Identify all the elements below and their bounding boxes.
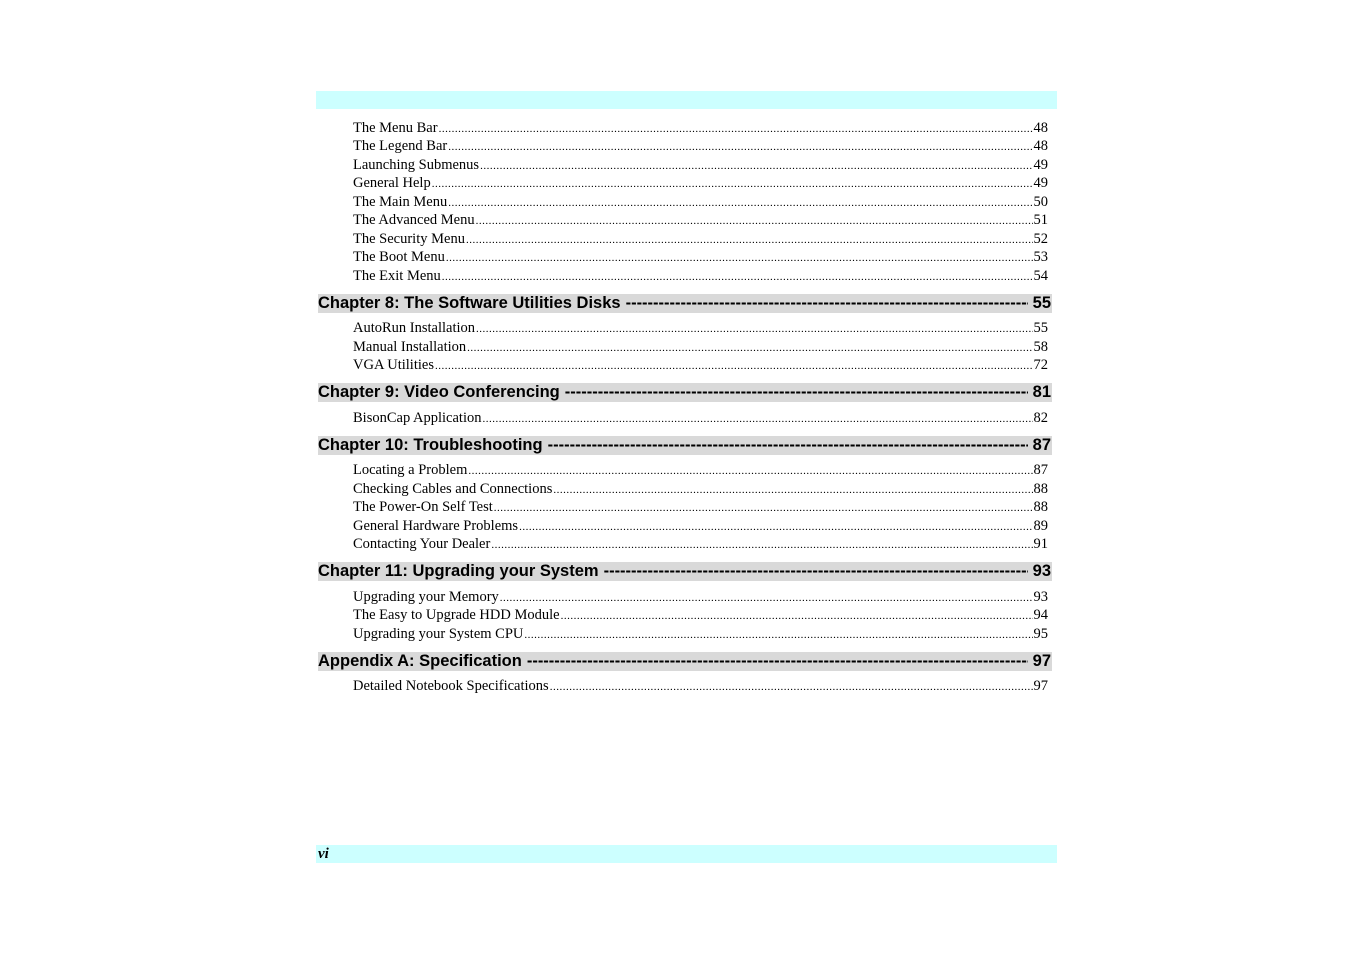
toc-entry-title: General Hardware Problems [353,517,519,534]
toc-entry[interactable] [353,266,1048,285]
toc-entry[interactable] [353,337,1048,356]
toc-chapter-heading[interactable] [318,294,1052,313]
toc-entry-page-number: 51 [1033,212,1048,228]
toc-entry[interactable] [353,155,1048,174]
toc-entry[interactable] [353,408,1048,427]
toc-entry-page-number: 91 [1033,536,1048,552]
toc-entry-leader [468,464,1032,478]
toc-entry-title: General Help [353,175,431,191]
toc-entry-leader [561,609,1033,623]
page-number: vi [318,846,329,862]
toc-entry-leader [519,520,1032,534]
toc-entry-page-number: 55 [1033,320,1048,336]
toc-entry[interactable] [353,229,1048,248]
toc-entry-page-number: 50 [1033,193,1048,210]
toc-entry-title: Locating a Problem [353,462,468,478]
toc-entry[interactable] [353,174,1048,193]
toc-chapter-heading[interactable] [318,436,1052,455]
toc-entry-page-number: 72 [1033,357,1048,373]
toc-entry-title: Launching Submenus [353,156,480,173]
toc-entry-title: Detailed Notebook Specifications [353,678,549,694]
toc-entry[interactable] [353,535,1048,554]
toc-entry-title: The Exit Menu [353,267,441,284]
toc-entry-page-number: 58 [1033,338,1048,355]
chapter-title: Appendix A: Specification [318,651,522,670]
toc-entry-title: Checking Cables and Connections [353,480,553,497]
chapter-title: Chapter 9: Video Conferencing [318,383,560,401]
chapter-title: Chapter 11: Upgrading your System [318,562,599,580]
chapter-leader [604,562,1028,581]
toc-entry-leader [476,214,1033,228]
toc-entry-title: The Boot Menu [353,249,445,265]
toc-entry-title: The Legend Bar [353,138,448,154]
toc-entry-title: AutoRun Installation [353,320,476,336]
toc-entry[interactable] [353,137,1048,156]
toc-entry-page-number: 88 [1033,480,1048,497]
toc-entry-leader [442,270,1033,284]
toc-entry-page-number: 89 [1033,517,1048,534]
toc-entry-leader [435,359,1033,373]
toc-entry-leader [491,538,1032,552]
toc-entry-leader [553,483,1032,497]
toc-entry[interactable] [353,356,1048,375]
toc-entry-title: Contacting Your Dealer [353,536,491,552]
chapter-leader [565,383,1028,402]
toc-entry-leader [466,233,1033,247]
toc-entry-leader [448,196,1032,210]
toc-entry[interactable] [353,192,1048,211]
toc-entry-title: The Security Menu [353,230,465,247]
toc-entry-page-number: 53 [1033,249,1048,265]
toc-entry[interactable] [353,498,1048,517]
page-footer-band [316,845,1057,863]
toc-entry-leader [446,251,1033,265]
toc-entry-title: The Power-On Self Test [353,499,493,515]
toc-entry-page-number: 48 [1033,119,1048,136]
toc-entry-title: Upgrading your Memory [353,588,499,605]
toc-entry[interactable] [353,211,1048,230]
toc-entry-leader [439,122,1033,136]
table-of-contents [318,118,1052,695]
toc-entry-title: Upgrading your System CPU [353,625,524,642]
toc-entry[interactable] [353,248,1048,267]
toc-entry-page-number: 97 [1033,678,1048,694]
toc-entry[interactable] [353,516,1048,535]
chapter-page-number: 87 [1032,435,1051,454]
toc-entry-page-number: 95 [1033,625,1048,642]
toc-entry-leader [494,501,1033,515]
toc-entry-leader [480,159,1032,173]
chapter-page-number: 55 [1032,293,1051,312]
toc-entry-page-number: 93 [1033,588,1048,605]
chapter-page-number: 81 [1032,383,1051,401]
toc-entry-page-number: 87 [1033,462,1048,478]
chapter-page-number: 93 [1032,562,1051,580]
chapter-title: Chapter 8: The Software Utilities Disks [318,293,621,312]
toc-chapter-heading[interactable] [318,652,1052,671]
toc-entry-leader [476,322,1032,336]
toc-chapter-heading[interactable] [318,562,1052,581]
toc-entry-page-number: 54 [1033,267,1048,284]
toc-entry-page-number: 48 [1033,138,1048,154]
toc-chapter-heading[interactable] [318,383,1052,402]
toc-entry[interactable] [353,606,1048,625]
toc-entry[interactable] [353,677,1048,696]
toc-entry[interactable] [353,479,1048,498]
chapter-leader [626,294,1028,313]
toc-entry-title: The Main Menu [353,193,448,210]
page-header-band [316,91,1057,109]
toc-entry-page-number: 88 [1033,499,1048,515]
chapter-page-number: 97 [1032,651,1051,670]
toc-entry-page-number: 49 [1033,175,1048,191]
chapter-leader [527,652,1028,671]
toc-entry[interactable] [353,624,1048,643]
toc-entry-title: The Easy to Upgrade HDD Module [353,607,560,623]
chapter-title: Chapter 10: Troubleshooting [318,435,543,454]
toc-entry[interactable] [353,587,1048,606]
toc-entry[interactable] [353,118,1048,137]
toc-entry-title: Manual Installation [353,338,467,355]
toc-entry-title: The Menu Bar [353,119,438,136]
toc-entry-leader [432,177,1033,191]
toc-entry-leader [524,628,1032,642]
toc-entry-leader [448,140,1032,154]
toc-entry-page-number: 49 [1033,156,1048,173]
toc-entry-page-number: 52 [1033,230,1048,247]
toc-entry[interactable] [353,319,1048,338]
toc-entry-leader [467,341,1032,355]
toc-entry-page-number: 94 [1033,607,1048,623]
toc-entry-title: The Advanced Menu [353,212,475,228]
toc-entry-title: VGA Utilities [353,357,434,373]
toc-entry-leader [500,591,1033,605]
toc-entry-leader [550,680,1033,694]
chapter-leader [548,436,1028,455]
toc-entry[interactable] [353,461,1048,480]
toc-entry-leader [482,412,1032,426]
toc-entry-title: BisonCap Application [353,409,482,426]
toc-entry-page-number: 82 [1033,409,1048,426]
